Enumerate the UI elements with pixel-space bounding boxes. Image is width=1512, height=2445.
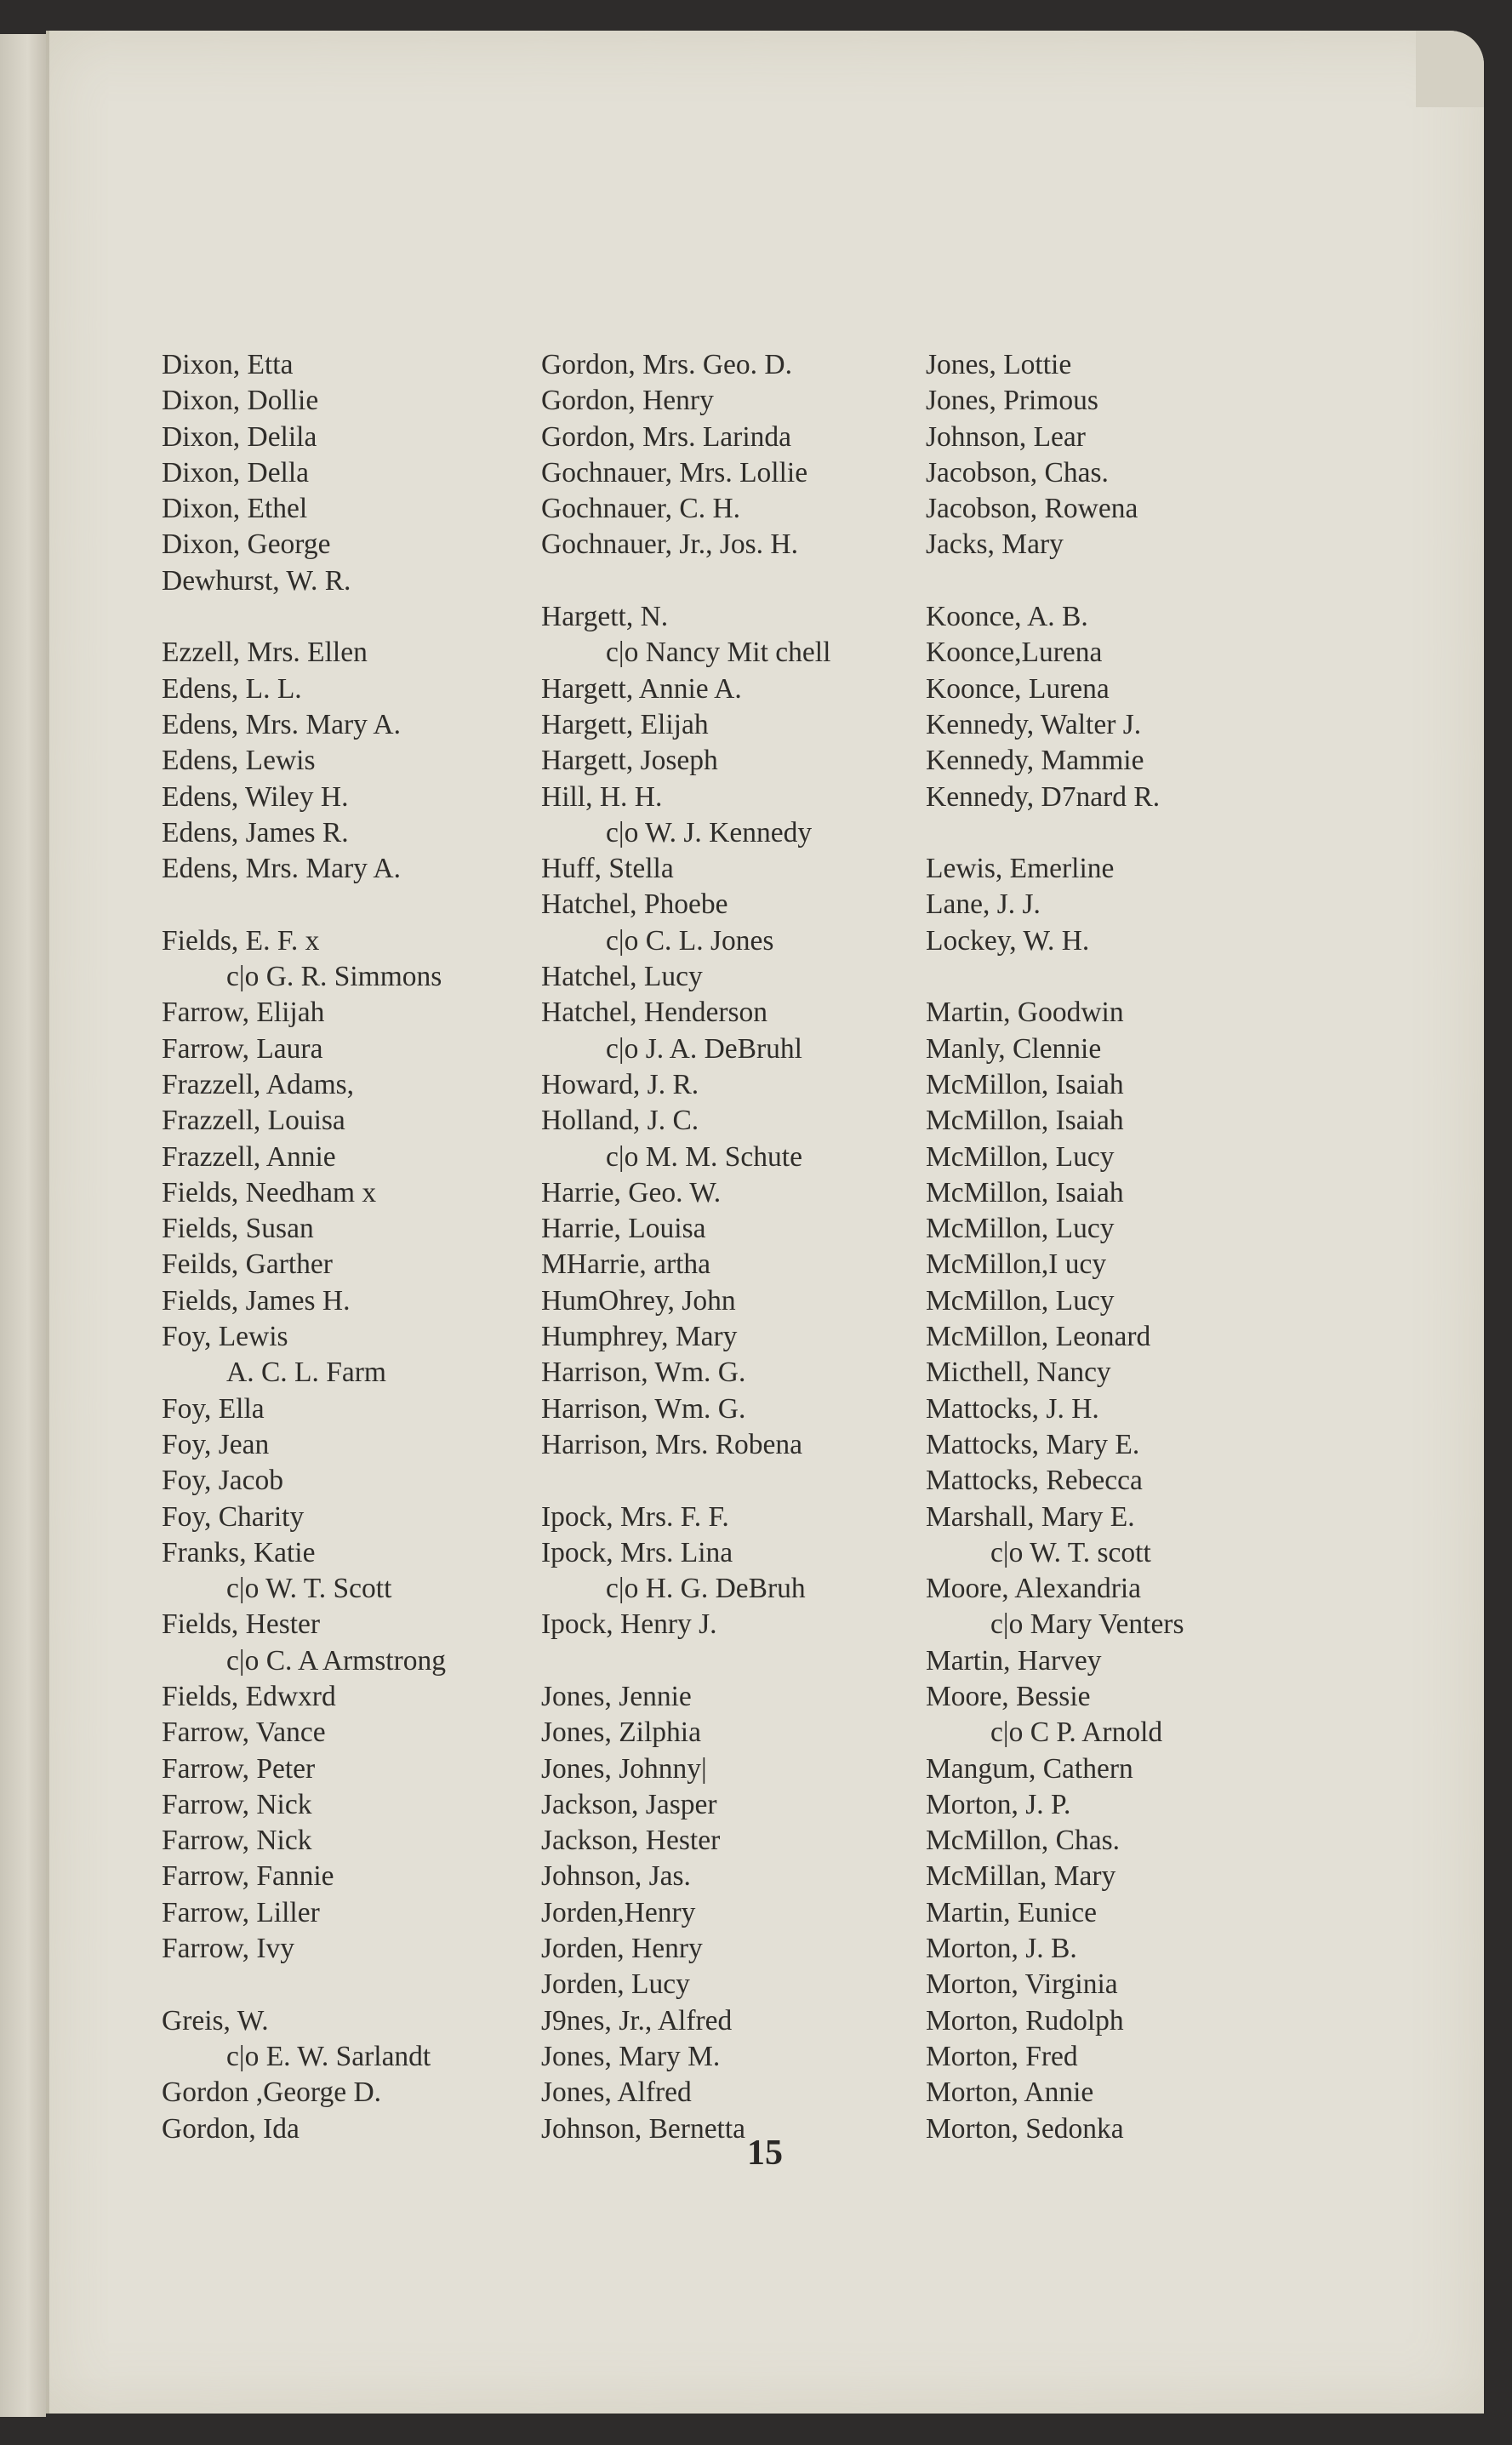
name-entry: Gordon, Mrs. Geo. D. <box>541 349 792 380</box>
name-entry: Hargett, N. <box>541 601 669 633</box>
name-entry: Dixon, Delila <box>162 420 317 453</box>
care-of-line: c|o W. J. Kennedy <box>606 816 813 848</box>
name-entry: Koonce, Lurena <box>926 672 1110 705</box>
name-column-3 <box>926 347 1184 2147</box>
name-entry: Koonce, A. B. <box>926 601 1088 633</box>
name-entry: Jacobson, Rowena <box>926 493 1138 525</box>
name-entry: Fields, Susan <box>162 1213 314 1245</box>
name-entry: Lane, J. J. <box>926 888 1041 921</box>
care-of-line: c|o G. R. Simmons <box>226 961 442 993</box>
name-entry: McMillon, Lucy <box>926 1140 1115 1173</box>
name-entry: Ipock, Mrs. F. F. <box>541 1500 729 1533</box>
name-entry: Jones, Jennie <box>541 1680 692 1712</box>
name-entry: Farrow, Laura <box>162 1032 323 1065</box>
name-entry: Hargett, Elijah <box>541 708 709 740</box>
name-entry: McMillon,I ucy <box>926 1248 1107 1281</box>
name-entry: Huff, Stella <box>541 853 674 885</box>
section-gap <box>926 563 1184 599</box>
name-entry: Jorden, Lucy <box>541 1968 690 2001</box>
binding-fold <box>46 31 49 2414</box>
name-entry: Dixon, Dollie <box>162 385 319 417</box>
name-entry: McMillon, Lucy <box>926 1213 1115 1245</box>
name-entry: Farrow, Nick <box>162 1788 312 1820</box>
name-entry: McMillon, Lucy <box>926 1284 1115 1317</box>
name-entry: Gochnauer, C. H. <box>541 493 741 525</box>
name-entry: Marshall, Mary E. <box>926 1500 1135 1533</box>
name-entry: Jones, Alfred <box>541 2077 692 2109</box>
name-entry: Dixon, Della <box>162 456 310 488</box>
care-of-line: c|o E. W. Sarlandt <box>226 2040 431 2072</box>
name-entry: McMillon, Isaiah <box>926 1176 1124 1208</box>
section-gap <box>926 959 1184 995</box>
previous-page-edge <box>0 34 46 2417</box>
name-entry: Martin, Harvey <box>926 1644 1102 1677</box>
name-entry: Jorden,Henry <box>541 1896 696 1928</box>
name-entry: Koonce,Lurena <box>926 637 1103 669</box>
name-entry: Morton, Fred <box>926 2040 1078 2072</box>
name-entry: Jackson, Jasper <box>541 1788 717 1820</box>
name-entry: Edens, James R. <box>162 816 349 848</box>
care-of-line: c|o C. A Armstrong <box>226 1644 446 1677</box>
name-entry: Fields, Needham x <box>162 1176 377 1208</box>
name-entry: McMillon, Chas. <box>926 1825 1120 1857</box>
name-entry: Kennedy, Walter J. <box>926 708 1142 740</box>
name-entry: Morton, Virginia <box>926 1968 1118 2001</box>
section-gap <box>162 887 446 923</box>
name-entry: Mattocks, Mary E. <box>926 1428 1140 1460</box>
name-entry: Fields, Hester <box>162 1608 321 1641</box>
name-entry: Morton, Annie <box>926 2077 1094 2109</box>
name-entry: Mattocks, J. H. <box>926 1392 1099 1425</box>
name-entry: Farrow, Ivy <box>162 1933 294 1965</box>
name-entry: Foy, Charity <box>162 1500 305 1533</box>
care-of-line: c|o C. L. Jones <box>606 924 774 957</box>
name-entry: Edens, L. L. <box>162 672 302 705</box>
name-entry: Morton, J. B. <box>926 1933 1077 1965</box>
name-entry: Dixon, Ethel <box>162 493 308 525</box>
name-entry: Hill, H. H. <box>541 780 663 813</box>
section-gap <box>162 1967 446 2002</box>
name-entry: Edens, Mrs. Mary A. <box>162 853 402 885</box>
care-of-line: c|o J. A. DeBruhl <box>606 1032 802 1065</box>
care-of-line: A. C. L. Farm <box>226 1357 386 1389</box>
name-entry: Farrow, Elijah <box>162 997 325 1029</box>
name-entry: Ezzell, Mrs. Ellen <box>162 637 368 669</box>
name-entry: Jones, Primous <box>926 385 1098 417</box>
name-entry: Farrow, Liller <box>162 1896 320 1928</box>
name-entry: Dewhurst, W. R. <box>162 564 351 597</box>
name-entry: Hatchel, Lucy <box>541 961 703 993</box>
name-entry: Jacks, Mary <box>926 528 1064 561</box>
name-entry: Edens, Mrs. Mary A. <box>162 708 402 740</box>
name-entry: McMillan, Mary <box>926 1860 1116 1893</box>
section-gap <box>926 815 1184 851</box>
name-entry: Holland, J. C. <box>541 1105 699 1137</box>
name-entry: Harrie, Geo. W. <box>541 1176 722 1208</box>
name-entry: Jones, Johnny| <box>541 1752 707 1785</box>
name-entry: Greis, W. <box>162 2004 269 2037</box>
care-of-line: c|o W. T. scott <box>990 1536 1151 1568</box>
name-entry: J9nes, Jr., Alfred <box>541 2004 733 2037</box>
name-entry: Gochnauer, Jr., Jos. H. <box>541 528 798 561</box>
name-entry: Fields, Edwxrd <box>162 1680 336 1712</box>
name-entry: Gordon, Ida <box>162 2112 300 2145</box>
name-entry: Franks, Katie <box>162 1536 316 1568</box>
name-entry: Foy, Ella <box>162 1392 265 1425</box>
name-entry: Harrison, Wm. G. <box>541 1392 746 1425</box>
name-entry: Johnson, Bernetta <box>541 2112 746 2145</box>
name-entry: Farrow, Vance <box>162 1717 326 1749</box>
name-entry: HumOhrey, John <box>541 1284 736 1317</box>
name-entry: Jones, Mary M. <box>541 2040 721 2072</box>
name-entry: Foy, Lewis <box>162 1321 288 1353</box>
name-entry: Fields, E. F. x <box>162 924 320 957</box>
name-entry: Dixon, Etta <box>162 349 294 380</box>
name-entry: Humphrey, Mary <box>541 1321 738 1353</box>
name-entry: Edens, Wiley H. <box>162 780 349 813</box>
care-of-line: c|o W. T. Scott <box>226 1573 392 1605</box>
name-entry: Frazzell, Adams, <box>162 1068 355 1100</box>
care-of-line: c|o M. M. Schute <box>606 1140 802 1173</box>
care-of-line: c|o Nancy Mit chell <box>606 637 831 669</box>
name-entry: Jorden, Henry <box>541 1933 703 1965</box>
name-entry: Gordon, Henry <box>541 385 714 417</box>
name-entry: Kennedy, D7nard R. <box>926 780 1161 813</box>
name-entry: Johnson, Jas. <box>541 1860 691 1893</box>
name-entry: Martin, Eunice <box>926 1896 1097 1928</box>
section-gap <box>162 599 446 635</box>
name-entry: Mangum, Cathern <box>926 1752 1133 1785</box>
name-entry: Jones, Zilphia <box>541 1717 701 1749</box>
name-entry: Frazzell, Annie <box>162 1140 336 1173</box>
name-entry: Edens, Lewis <box>162 745 316 777</box>
name-entry: Frazzell, Louisa <box>162 1105 345 1137</box>
name-entry: Farrow, Nick <box>162 1825 312 1857</box>
name-entry: Farrow, Fannie <box>162 1860 334 1893</box>
name-entry: Jones, Lottie <box>926 349 1072 380</box>
name-entry: Lewis, Emerline <box>926 853 1115 885</box>
name-entry: Harrison, Mrs. Robena <box>541 1428 803 1460</box>
name-entry: Hargett, Annie A. <box>541 672 742 705</box>
name-entry: McMillon, Leonard <box>926 1321 1151 1353</box>
worn-corner <box>1416 31 1484 107</box>
name-entry: Kennedy, Mammie <box>926 745 1144 777</box>
name-entry: McMillon, Isaiah <box>926 1068 1124 1100</box>
section-gap <box>541 1463 830 1499</box>
name-entry: MHarrie, artha <box>541 1248 711 1281</box>
name-entry: Ipock, Mrs. Lina <box>541 1536 733 1568</box>
name-entry: Fields, James H. <box>162 1284 351 1317</box>
page-number: 15 <box>747 2134 783 2173</box>
care-of-line: c|o H. G. DeBruh <box>606 1573 806 1605</box>
name-entry: Dixon, George <box>162 528 331 561</box>
name-entry: Johnson, Lear <box>926 420 1086 453</box>
name-entry: Harrison, Wm. G. <box>541 1357 746 1389</box>
name-entry: Morton, J. P. <box>926 1788 1071 1820</box>
name-entry: Hatchel, Phoebe <box>541 888 728 921</box>
name-entry: McMillon, Isaiah <box>926 1105 1124 1137</box>
name-entry: Foy, Jean <box>162 1428 270 1460</box>
name-entry: Hargett, Joseph <box>541 745 718 777</box>
name-entry: Moore, Alexandria <box>926 1573 1142 1605</box>
name-entry: Lockey, W. H. <box>926 924 1090 957</box>
name-entry: Micthell, Nancy <box>926 1357 1111 1389</box>
name-entry: Mattocks, Rebecca <box>926 1465 1143 1497</box>
directory-page <box>46 31 1484 2414</box>
name-entry: Jacobson, Chas. <box>926 456 1109 488</box>
name-entry: Jackson, Hester <box>541 1825 721 1857</box>
care-of-line: c|o C P. Arnold <box>990 1717 1163 1749</box>
name-entry: Morton, Rudolph <box>926 2004 1124 2037</box>
section-gap <box>541 1643 830 1679</box>
name-entry: Morton, Sedonka <box>926 2112 1124 2145</box>
name-column-2 <box>541 347 830 2147</box>
name-entry: Ipock, Henry J. <box>541 1608 717 1641</box>
name-entry: Moore, Bessie <box>926 1680 1091 1712</box>
section-gap <box>541 563 830 599</box>
name-entry: Foy, Jacob <box>162 1465 283 1497</box>
name-entry: Gochnauer, Mrs. Lollie <box>541 456 808 488</box>
care-of-line: c|o Mary Venters <box>990 1608 1184 1641</box>
name-entry: Manly, Clennie <box>926 1032 1102 1065</box>
name-column-1 <box>162 347 446 2147</box>
name-entry: Martin, Goodwin <box>926 997 1124 1029</box>
name-entry: Gordon ,George D. <box>162 2077 382 2109</box>
name-entry: Feilds, Garther <box>162 1248 333 1281</box>
name-entry: Hatchel, Henderson <box>541 997 768 1029</box>
name-entry: Howard, J. R. <box>541 1068 699 1100</box>
name-entry: Gordon, Mrs. Larinda <box>541 420 791 453</box>
name-entry: Farrow, Peter <box>162 1752 316 1785</box>
name-entry: Harrie, Louisa <box>541 1213 706 1245</box>
